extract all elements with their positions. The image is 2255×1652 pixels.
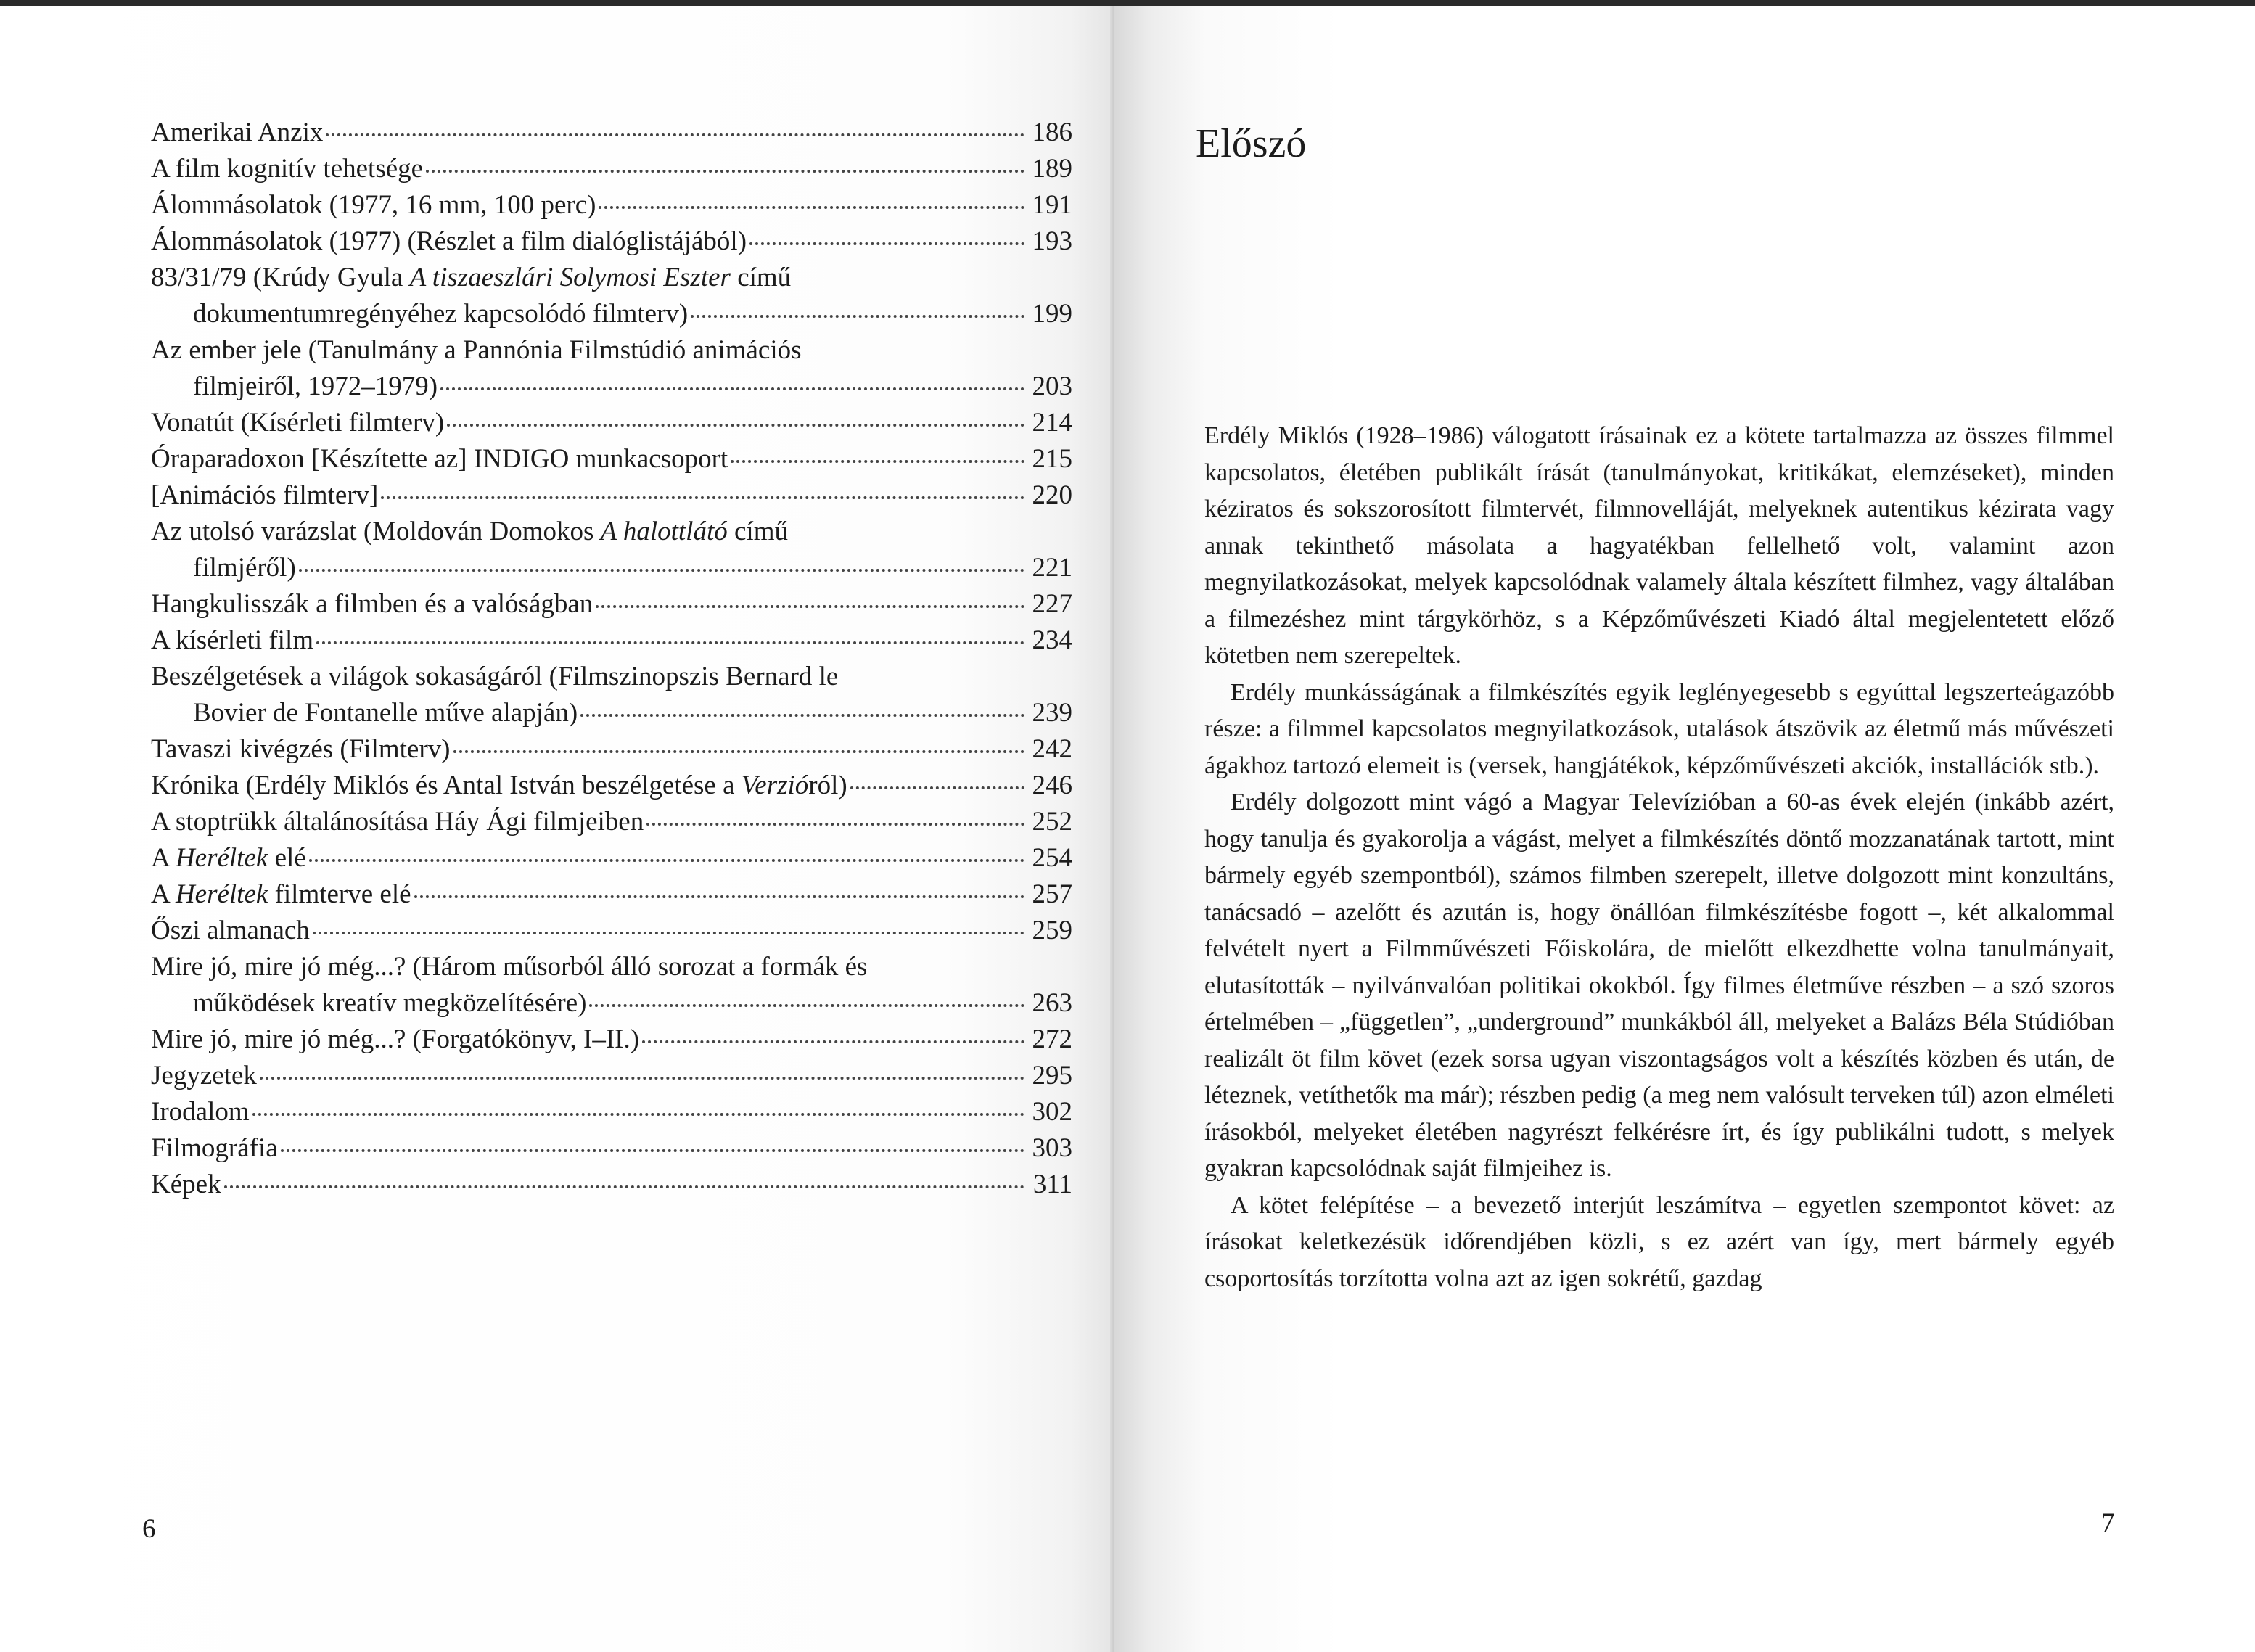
dot-leader: [309, 859, 1024, 862]
dot-leader: [414, 895, 1024, 898]
toc-title-part: Az utolsó varázslat (Moldován Domokos: [151, 517, 601, 546]
toc-title-part: című: [727, 517, 788, 546]
dot-leader: [381, 496, 1024, 499]
toc-entry-title: Vonatút (Kísérleti filmterv): [151, 408, 445, 437]
toc-entry-title: [151, 876, 411, 913]
toc-page-number: 254: [1032, 843, 1072, 873]
paragraph: Erdély dolgozott mint vágó a Magyar Televízióban a 60-as évek elején (inkább azért, hogy tanulja és gyakorolja a vágást, melyet a filmkészítés döntő mozzanatának tartott, mint bármely egyéb szempontból), számos filmben szerepelt, illetve dolgozott mint konzultáns, tanácsadó – azelőtt és azután is, hogy önállóan filmkészítésbe fogott –, két alkalommal felvételt nyert a Filmművészeti Főiskolára, de mielőtt elkezdhette volna tanulmányait, elutasították – nyilvánvalóan politikai okokból. Így filmes életműve részben – a szó szoros értelmében – „független”, „underground” munkákból áll, melyeket a Balázs Béla Stúdióban realizált öt film követ (ezek sorsa ugyan viszontagságos volt a készítés közben és után, de léteznek, vetíthetők ma már); részben pedig (a meg nem valósult terveken túl) azon elméleti írásokból, melyeket életében nagyrészt felkérésre írt, és így publikálni tudott, s melyek gyakran kapcsolódnak saját filmjeihez is.: [1204, 789, 2114, 1182]
toc-entry: [151, 731, 1072, 768]
dot-leader: [691, 315, 1024, 318]
toc-page-number: 303: [1032, 1133, 1072, 1163]
toc-entry: [151, 115, 1072, 151]
left-page: [0, 6, 1114, 1652]
toc-entry-title: Álommásolatok (1977) (Részlet a film dialóglistájából): [151, 226, 747, 256]
toc-page-number: 215: [1032, 444, 1072, 474]
toc-entry: [151, 1167, 1072, 1203]
dot-leader: [281, 1149, 1024, 1152]
toc-page-number: 295: [1032, 1061, 1072, 1090]
toc-page-number: 311: [1032, 1170, 1072, 1199]
dot-leader: [252, 1113, 1024, 1116]
dot-leader: [589, 1004, 1024, 1007]
toc-title-italic: Heréltek: [175, 843, 268, 873]
toc-entry-title: [151, 263, 791, 292]
paragraph: Erdély munkásságának a filmkészítés egyik leglényegesebb s egyúttal legszerteágazóbb része: a filmmel kapcsolatos megnyilatkozások, utalások átszövik az életmű más művészeti ágakhoz tartozó elemeit is (versek, hangjátékok, képzőművészeti akciók, installációk stb.).: [1204, 678, 2114, 779]
toc-entry-title: Mire jó, mire jó még...? (Három műsorból álló sorozat a formák és: [151, 952, 868, 982]
toc-entry-title: [151, 840, 306, 876]
toc-entry-title: Óraparadoxon [Készítette az] INDIGO munkacsoport: [151, 444, 728, 474]
toc-entry-line: [151, 514, 1072, 550]
toc-entry: [151, 514, 1072, 586]
toc-entry-title: Az ember jele (Tanulmány a Pannónia Filmstúdió animációs: [151, 335, 802, 365]
page-number-left: 6: [142, 1514, 156, 1544]
chapter-heading: Előszó: [1196, 121, 1307, 166]
toc-page-number: 220: [1032, 480, 1072, 510]
toc-title-italic: Verzió: [741, 770, 809, 800]
toc-entry-title: Képek: [151, 1170, 221, 1199]
toc-page-number: 263: [1032, 988, 1072, 1018]
toc-entry-title: [151, 768, 847, 804]
toc-title-part: filmterve elé: [268, 879, 411, 909]
toc-entry: [151, 659, 1072, 731]
toc-entry: [151, 913, 1072, 949]
toc-entry-title: Álommásolatok (1977, 16 mm, 100 perc): [151, 190, 596, 220]
toc-page-number: 203: [1032, 371, 1072, 401]
toc-entry-title: Filmográfia: [151, 1133, 278, 1163]
dot-leader: [224, 1185, 1024, 1188]
toc-entry-title: Mire jó, mire jó még...? (Forgatókönyv, I–II.): [151, 1024, 640, 1054]
scan-top-edge: [0, 0, 2255, 6]
toc-entry-title: Hangkulisszák a filmben és a valóságban: [151, 589, 593, 619]
paragraph: Erdély Miklós (1928–1986) válogatott írásainak ez a kötete tartalmazza az összes filmmel kapcsolatos, életében publikált írását (tanulmányokat, kritikákat, elemzéseket), minden kéziratos és sokszorosított filmtervét, filmnovelláját, melyeknek autentikus kézirata vagy annak tekinthető másolata a hagyatékban fellelhető volt, valamint azon megnyilatkozásokat, melyek kapcsolódnak valamely általa készített filmhez, vagy általában a filmezéshez mint tárgykörhöz, s a Képzőművészeti Kiadó által megjelentetett előző kötetben nem szerepeltek.: [1204, 422, 2114, 669]
toc-entry: [151, 223, 1072, 260]
toc-entry: [151, 876, 1072, 913]
page-number-right: 7: [2101, 1508, 2115, 1538]
foreword-body: [1204, 418, 2114, 1297]
dot-leader: [731, 460, 1024, 463]
toc-entry-title: Beszélgetések a világok sokaságáról (Filmszinopszis Bernard le: [151, 662, 839, 691]
toc-entry-title-continued: filmjéről): [193, 553, 296, 583]
dot-leader: [596, 605, 1024, 608]
toc-entry-line: [151, 949, 1072, 985]
toc-entry: [151, 949, 1072, 1022]
toc-entry: [151, 187, 1072, 223]
toc-entry-title: Irodalom: [151, 1097, 250, 1127]
toc-entry-line: [151, 550, 1072, 586]
right-page: [1114, 6, 2255, 1652]
toc-entry-line: [151, 695, 1072, 731]
toc-page-number: 234: [1032, 625, 1072, 655]
toc-entry-title-continued: működések kreatív megközelítésére): [193, 988, 587, 1018]
toc-page-number: 242: [1032, 734, 1072, 764]
toc-title-part: című: [730, 263, 792, 292]
toc-title-italic: A halottlátó: [600, 517, 728, 546]
toc-entry-line: [151, 369, 1072, 405]
toc-entry: [151, 477, 1072, 514]
dot-leader: [447, 424, 1024, 427]
toc-entry: [151, 260, 1072, 332]
toc-entry-line: [151, 260, 1072, 296]
toc-entry-title: Amerikai Anzix: [151, 118, 324, 147]
toc-entry-title: A film kognitív tehetsége: [151, 154, 424, 184]
toc-title-part: A: [151, 879, 176, 909]
toc-entry-title: [151, 517, 788, 546]
toc-entry: [151, 1130, 1072, 1167]
toc-entry: [151, 622, 1072, 659]
toc-page-number: 257: [1032, 879, 1072, 909]
toc-title-part: ról): [808, 770, 847, 800]
toc-entry: [151, 1022, 1072, 1058]
toc-entry: [151, 804, 1072, 840]
toc-title-part: A: [151, 843, 176, 873]
dot-leader: [599, 206, 1024, 209]
dot-leader: [426, 170, 1024, 173]
toc-entry-title: Tavaszi kivégzés (Filmterv): [151, 734, 451, 764]
paragraph: A kötet felépítése – a bevezető interjút leszámítva – egyetlen szempontot követ: az írásokat keletkezésük időrendjében közli, s ez azért van így, mert bármely egyéb csoportosítás torzította volna azt az igen sokrétű, gazdag: [1204, 1191, 2114, 1292]
toc-entry: [151, 586, 1072, 622]
toc-entry-line: [151, 985, 1072, 1022]
dot-leader: [313, 932, 1024, 934]
toc-entry-title: [Animációs filmterv]: [151, 480, 379, 510]
table-of-contents: [151, 115, 1072, 1203]
toc-entry-title-continued: Bovier de Fontanelle műve alapján): [193, 698, 578, 728]
toc-entry-line: [151, 659, 1072, 695]
toc-entry-title-continued: filmjeiről, 1972–1979): [193, 371, 438, 401]
toc-entry-line: [151, 332, 1072, 369]
toc-entry-line: [151, 296, 1072, 332]
dot-leader: [453, 750, 1025, 753]
toc-entry: [151, 151, 1072, 187]
toc-entry-title: A kísérleti film: [151, 625, 314, 655]
dot-leader: [580, 714, 1024, 717]
toc-page-number: 246: [1032, 770, 1072, 800]
toc-page-number: 193: [1032, 226, 1072, 256]
toc-page-number: 252: [1032, 807, 1072, 837]
toc-entry: [151, 768, 1072, 804]
dot-leader: [749, 242, 1024, 245]
toc-page-number: 191: [1032, 190, 1072, 220]
toc-entry: [151, 405, 1072, 441]
toc-entry: [151, 840, 1072, 876]
toc-page-number: 199: [1032, 299, 1072, 329]
toc-title-part: elé: [268, 843, 306, 873]
toc-page-number: 186: [1032, 118, 1072, 147]
toc-entry: [151, 1058, 1072, 1094]
toc-page-number: 239: [1032, 698, 1072, 728]
dot-leader: [850, 786, 1024, 789]
toc-entry-title: Őszi almanach: [151, 916, 310, 945]
toc-page-number: 302: [1032, 1097, 1072, 1127]
dot-leader: [642, 1040, 1024, 1043]
toc-title-part: 83/31/79 (Krúdy Gyula: [151, 263, 410, 292]
dot-leader: [646, 823, 1024, 826]
toc-title-part: Krónika (Erdély Miklós és Antal István beszélgetése a: [151, 770, 742, 800]
dot-leader: [326, 133, 1024, 136]
dot-leader: [440, 387, 1024, 390]
toc-page-number: 221: [1032, 553, 1072, 583]
toc-page-number: 227: [1032, 589, 1072, 619]
toc-entry: [151, 1094, 1072, 1130]
toc-entry-title-continued: dokumentumregényéhez kapcsolódó filmterv): [193, 299, 689, 329]
toc-entry-title: A stoptrükk általánosítása Háy Ági filmjeiben: [151, 807, 644, 837]
toc-page-number: 259: [1032, 916, 1072, 945]
toc-page-number: 214: [1032, 408, 1072, 437]
dot-leader: [316, 641, 1024, 644]
toc-title-italic: A tiszaeszlári Solymosi Eszter: [409, 263, 731, 292]
toc-page-number: 272: [1032, 1024, 1072, 1054]
toc-entry: [151, 332, 1072, 405]
toc-entry: [151, 441, 1072, 477]
dot-leader: [299, 569, 1024, 572]
toc-page-number: 189: [1032, 154, 1072, 184]
toc-title-italic: Heréltek: [175, 879, 268, 909]
dot-leader: [260, 1077, 1024, 1080]
toc-entry-title: Jegyzetek: [151, 1061, 257, 1090]
